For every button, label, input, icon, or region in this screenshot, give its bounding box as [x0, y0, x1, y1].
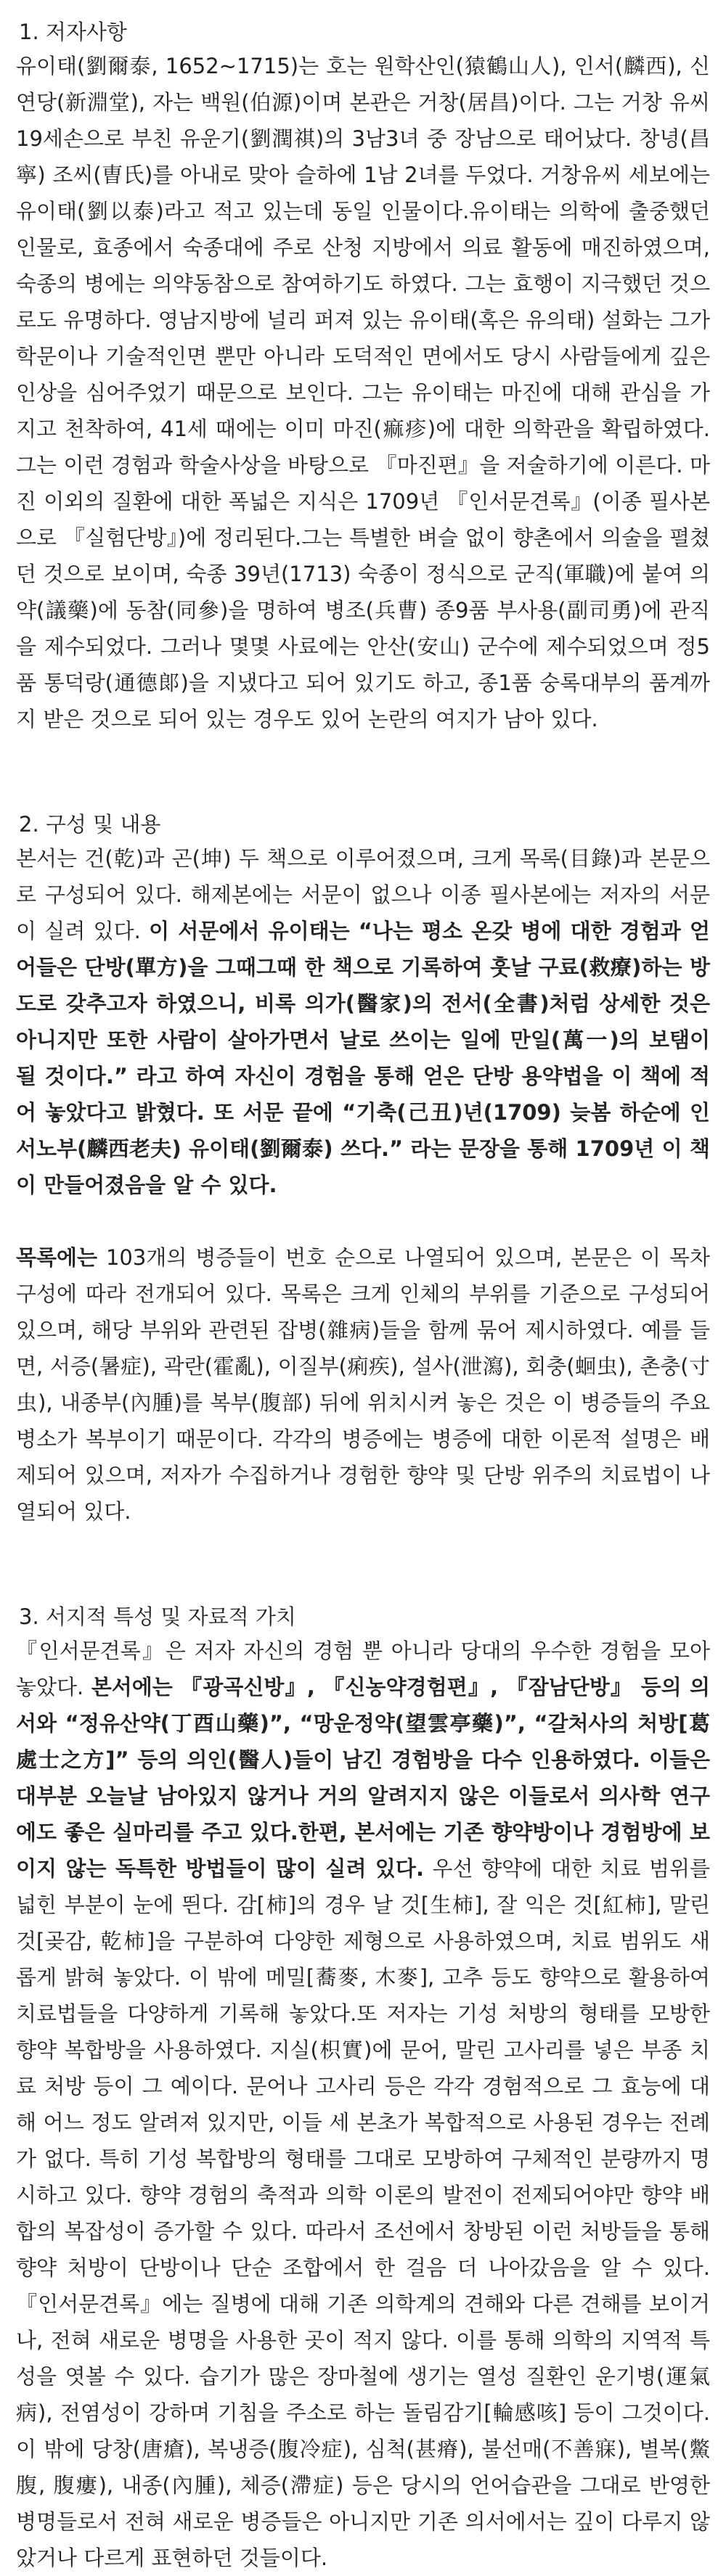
text-run: 본서는 건(乾)과 곤(坤) 두 책으로 이루어졌으며, 크게 목록(目錄)과 본문으로 구성되어 있다. 해제본에는 서문이 없으나 이종 필사본에는 저자의 서문이 실려 있다.: [16, 846, 710, 943]
text-run: 103개의 병증들이 번호 순으로 나열되어 있으며, 본문은 이 목차 구성에 따라 전개되어 있다. 목록은 크게 인체의 부위를 기준으로 구성되어 있으며, 해당 부위와 관련된 잡병(雜病)들을 함께 묶어 제시하였다. 예를 들면, 서증(暑症), 곽란(霍亂), 이질부(痢疾), 설사(泄瀉), 회충(蛔虫), 촌충(寸虫), 내종부(內腫)를 복부(腹部) 뒤에 위치시켜 놓은 것은 이 병증들의 주요 병소가 복부이기 때문이다. 각각의 병증에는 병증에 대한 이론적 설명은 배제되어 있으며, 저자가 수집하거나 경험한 향약 및 단방 위주의 치료법이 나열되어 있다.: [16, 1245, 710, 1524]
paragraph: [16, 48, 710, 737]
section-bibliographic-value: [16, 1601, 710, 2576]
section-structure: [16, 808, 710, 1530]
section-heading: 2. 구성 및 내용: [19, 812, 161, 837]
section-body: [16, 840, 710, 1530]
bold-text-run: 이 서문에서 유이태는 “나는 평소 온갖 병에 대한 경험과 얻어들은 단방(單方)을 그때그때 한 책으로 기록하여 훗날 구료(救療)하는 방도로 갖추고자 하였으니, 비록 의가(醫家)의 전서(全書)처럼 상세한 것은 아니지만 또한 사람이 살아가면서 날로 쓰이는 일에 만일(萬一)의 보탬이 될 것이다.” 라고 하여 자신이 경험을 통해 얻은 단방 용약법을 이 책에 적어 놓았다고 밝혔다. 또 서문 끝에 “기축(己丑)년(1709) 늦봄 하순에 인서노부(麟西老夫) 유이태(劉爾泰) 쓰다.” 라는 문장을 통해 1709년 이 책이 만들어졌음을 알 수 있다.: [16, 919, 711, 1197]
bold-text-run: 목록에는: [16, 1245, 98, 1270]
section-author: [16, 16, 710, 737]
text-run: 유이태(劉爾泰, 1652~1715)는 호는 원학산인(猿鶴山人), 인서(麟西), 신연당(新淵堂), 자는 백원(伯源)이며 본관은 거창(居昌)이다. 그는 거창 유씨 19세손으로 부친 유운기(劉潤祺)의 3남3녀 중 장남으로 태어났다. 창녕(昌寧) 조씨(曺氏)를 아내로 맞아 슬하에 1남 2녀를 두었다. 거창유씨 세보에는 유이태(劉以泰)라고 적고 있는데 동일 인물이다.유이태는 의학에 출중했던 인물로, 효종에서 숙종대에 주로 산청 지방에서 의료 활동에 매진하였으며, 숙종의 병에는 의약동참으로 참여하기도 하였다. 그는 효행이 지극했던 것으로도 유명하다. 영남지방에 널리 퍼져 있는 유이태(혹은 유의태) 설화는 그가 학문이나 기술적인면 뿐만 아니라 도덕적인 면에서도 당시 사람들에게 깊은 인상을 심어주었기 때문으로 보인다. 그는 유이태는 마진에 대해 관심을 가지고 천착하여, 41세 때에는 이미 마진(痲疹)에 대한 의학관을 확립하였다. 그는 이런 경험과 학술사상을 바탕으로 『마진편』을 저술하기에 이른다. 마진 이외의 질환에 대한 폭넓은 지식은 1709년 『인서문견록』(이종 필사본으로 『실험단방』)에 정리된다.그는 특별한 벼슬 없이 향촌에서 의술을 펼쳤던 것으로 보이며, 숙종 39년(1713) 숙종이 정식으로 군직(軍職)에 붙여 의약(議藥)에 동참(同參)을 명하여 병조(兵曹) 종9품 부사용(副司勇)에 관직을 제수되었다. 그러나 몇몇 사료에는 안산(安山) 군수에 제수되었으며 정5품 통덕랑(通德郞)을 지냈다고 되어 있기도 하고, 종1품 숭록대부의 품계까지 받은 것으로 되어 있는 경우도 있어 논란의 여지가 남아 있다.: [16, 54, 710, 731]
paragraph: [16, 1633, 710, 2576]
text-run: 『인서문견록』은 저자 자신의 경험 뿐 아니라 당대의 우수한 경험을 모아 놓았다.: [16, 1638, 710, 1699]
section-heading: 1. 저자사항: [19, 20, 127, 44]
paragraph: [16, 1239, 710, 1530]
section-heading: 3. 서지적 특성 및 자료적 가치: [19, 1604, 296, 1629]
section-body: [16, 1633, 710, 2576]
paragraph: [16, 840, 710, 1203]
text-run: 우선 향약에 대한 치료 범위를 넓힌 부분이 눈에 띈다. 감[柿]의 경우 날 것[生柿], 잘 익은 것[紅柿], 말린 것[곶감, 乾柿]을 구분하여 다양한 제형으로 사용하였으며, 치료 범위도 새롭게 밝혀 놓았다. 이 밖에 메밀[蕎麥, 木麥], 고추 등도 향약으로 활용하여 치료법들을 다양하게 기록해 놓았다.또 저자는 기성 처방의 형태를 모방한 향약 복합방을 사용하였다. 지실(枳實)에 문어, 말린 고사리를 넣은 부종 치료 처방 등이 그 예이다. 문어나 고사리 등은 각각 경험적으로 그 효능에 대해 어느 정도 알려져 있지만, 이들 세 본초가 복합적으로 사용된 경우는 전례가 없다. 특히 기성 복합방의 형태를 그대로 모방하여 구체적인 분량까지 명시하고 있다. 향약 경험의 축적과 의학 이론의 발전이 전제되어야만 향약 배합의 복잡성이 증가할 수 있다. 따라서 조선에서 창방된 이런 처방들을 통해 향약 처방이 단방이나 단순 조합에서 한 걸음 더 나아갔음을 알 수 있다. 『인서문견록』에는 질병에 대해 기존 의학계의 견해와 다른 견해를 보이거나, 전혀 새로운 병명을 사용한 곳이 적지 않다. 이를 통해 의학의 지역적 특성을 엿볼 수 있다. 습기가 많은 장마철에 생기는 열성 질환인 운기병(運氣病), 전염성이 강하며 기침을 주소로 하는 돌림감기[輪感咳] 등이 그것이다. 이 밖에 당창(唐瘡), 복냉증(腹冷症), 심척(甚瘠), 불선매(不善寐), 별복(鱉腹, 腹瘻), 내종(內腫), 체증(滯症) 등은 당시의 언어습관을 그대로 반영한 병명들로서 전혀 새로운 병증들은 아니지만 기존 의서에서는 깊이 다루지 않았거나 다르게 표현하던 것들이다.: [16, 1856, 710, 2570]
bold-text-run: 본서에는 『광곡신방』, 『신농약경험편』, 『잠남단방』 등의 의서와 “정유산약(丁酉山藥)”, “망운정약(望雲亭藥)”, “갈처사의 처방[葛處士之方]” 등의 의인(醫人)들이 남긴 경험방을 다수 인용하였다. 이들은 대부분 오늘날 남아있지 않거나 거의 알려지지 않은 이들로서 의사학 연구에도 좋은 실마리를 주고 있다.한편, 본서에는 기존 향약방이나 경험방에 보이지 않는 독특한 방법들이 많이 실려 있다.: [16, 1675, 710, 1881]
section-body: [16, 48, 710, 737]
